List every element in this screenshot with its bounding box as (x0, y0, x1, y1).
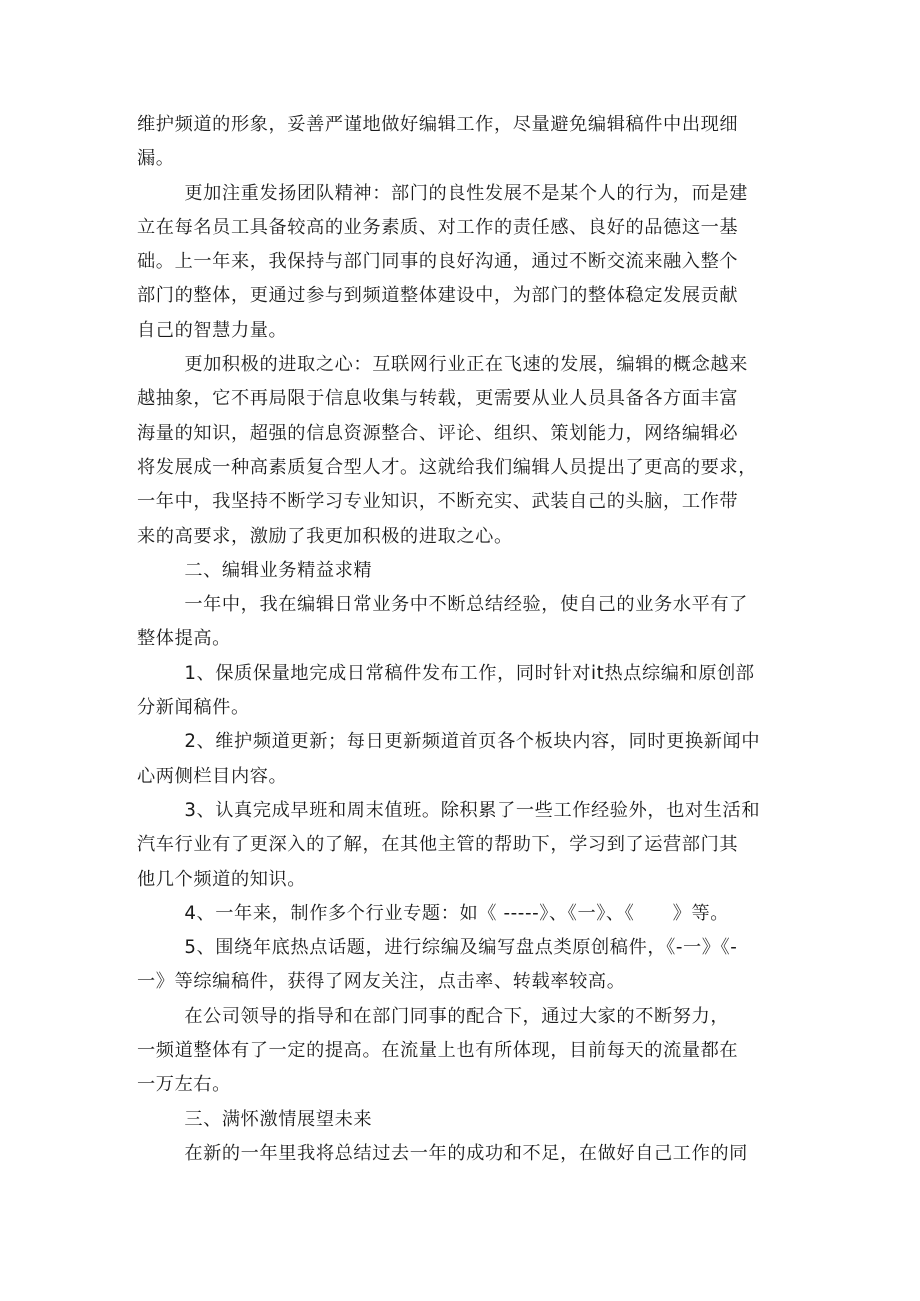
paragraph-line: 维护频道的形象，妥善严谨地做好编辑工作，尽量避免编辑稿件中出现细 (137, 114, 739, 135)
paragraph-line: 来的高要求，激励了我更加积极的进取之心。 (137, 525, 513, 547)
paragraph-line: 立在每名员工具备较高的业务素质、对工作的责任感、良好的品德这一基 (137, 216, 739, 238)
paragraph-line: 汽车行业有了更深入的了解，在其他主管的帮助下，学习到了运营部门其 (137, 834, 739, 856)
paragraph-line: 部门的整体，更通过参与到频道整体建设中，为部门的整体稳定发展贡献 (137, 285, 739, 307)
paragraph-line: 分新闻稿件。 (137, 697, 250, 719)
paragraph-first-line: 更加注重发扬团队精神：部门的良性发展不是某个人的行为，而是建 (184, 182, 748, 204)
paragraph-first-line: 在新的一年里我将总结过去一年的成功和不足，在做好自己工作的同 (184, 1142, 748, 1164)
document-body (137, 108, 797, 1171)
paragraph-line: 海量的知识，超强的信息资源整合、评论、组织、策划能力，网络编辑必 (137, 422, 739, 444)
paragraph-line: 一》等综编稿件，获得了网友关注，点击率、转载率较高。 (137, 971, 626, 993)
paragraph-line: 漏。 (137, 148, 175, 170)
paragraph-first-line: 1、保质保量地完成日常稿件发布工作，同时针对it热点综编和原创部 (184, 662, 755, 684)
paragraph-line: 一年中，我坚持不断学习专业知识，不断充实、武装自己的头脑，工作带 (137, 491, 739, 513)
paragraph-line: 自己的智慧力量。 (137, 319, 288, 341)
paragraph-line: 将发展成一种高素质复合型人才。这就给我们编辑人员提出了更高的要求， (137, 456, 757, 478)
paragraph-first-line: 更加积极的进取之心：互联网行业正在飞速的发展，编辑的概念越来 (184, 354, 748, 376)
paragraph-first-line: 4、一年来，制作多个行业专题：如《 -----》、《一》、《 》等。 (184, 902, 730, 924)
paragraph-line: 整体提高。 (137, 628, 231, 650)
paragraph-first-line: 5、围绕年底热点话题，进行综编及编写盘点类原创稿件，《-一》《- (184, 937, 738, 959)
paragraph-line: 一频道整体有了一定的提高。在流量上也有所体现，目前每天的流量都在 (137, 1040, 739, 1062)
paragraph-first-line: 二、编辑业务精益求精 (184, 559, 373, 581)
paragraph-line: 心两侧栏目内容。 (137, 765, 288, 787)
paragraph-first-line: 3、认真完成早班和周末值班。除积累了一些工作经验外，也对生活和 (184, 799, 761, 821)
paragraph-line: 础。上一年来，我保持与部门同事的良好沟通，通过不断交流来融入整个 (137, 251, 739, 273)
paragraph-first-line: 三、满怀激情展望未来 (184, 1108, 373, 1130)
paragraph-first-line: 2、维护频道更新；每日更新频道首页各个板块内容，同时更换新闻中 (184, 731, 761, 753)
paragraph-first-line: 一年中，我在编辑日常业务中不断总结经验，使自己的业务水平有了 (184, 594, 748, 616)
paragraph-line: 他几个频道的知识。 (137, 868, 307, 890)
paragraph-line: 一万左右。 (137, 1074, 231, 1096)
paragraph-first-line: 在公司领导的指导和在部门同事的配合下，通过大家的不断努力， (184, 1005, 730, 1027)
paragraph-line: 越抽象，它不再局限于信息收集与转载，更需要从业人员具备各方面丰富 (137, 388, 739, 410)
